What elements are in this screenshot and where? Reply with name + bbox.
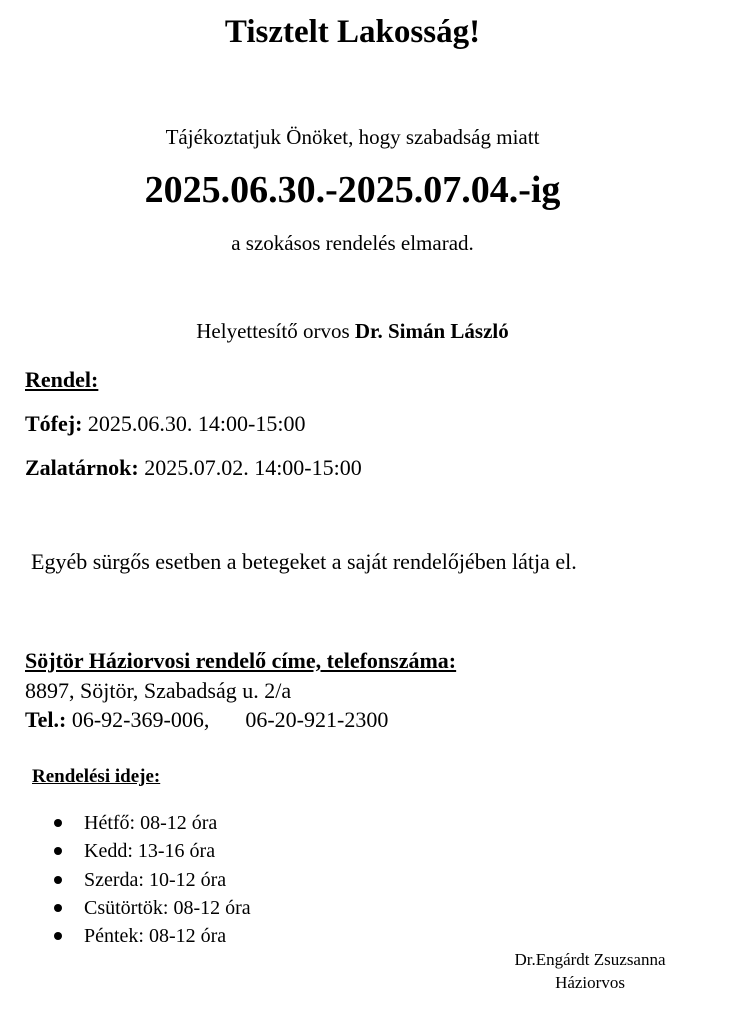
location-place: Zalatárnok: (25, 455, 139, 480)
hours-item-text: Hétfő: 08-12 óra (84, 812, 218, 834)
cancel-text: a szokásos rendelés elmarad. (231, 231, 474, 255)
rendel-heading: Rendel: (25, 367, 99, 392)
office-heading: Söjtör Háziorvosi rendelő címe, telefonszáma: (25, 648, 457, 673)
phone-number-2: 06-20-921-2300 (245, 707, 389, 732)
substitute-name: Dr. Simán László (354, 319, 509, 343)
location-place: Tófej: (25, 411, 83, 436)
signature (470, 948, 710, 994)
office-address: 8897, Söjtör, Szabadság u. 2/a (25, 678, 292, 703)
notice-title: Tisztelt Lakosság! (224, 14, 481, 50)
bullet-icon (54, 847, 62, 855)
hours-item-text: Csütörtök: 08-12 óra (84, 896, 251, 919)
substitute-prefix: Helyettesítő orvos (196, 319, 350, 343)
hours-list (50, 809, 251, 950)
bullet-icon (54, 904, 62, 912)
substitute-doctor (0, 319, 705, 344)
phone-number-1: 06-92-369-006, (71, 707, 210, 732)
list-item (50, 866, 251, 894)
bullet-icon (54, 819, 62, 827)
urgent-note: Egyéb sürgős esetben a betegeket a saját rendelőjében látja el. (31, 549, 577, 574)
list-item (50, 894, 251, 922)
list-item (50, 837, 251, 865)
signature-role: Háziorvos (555, 973, 625, 992)
signature-name: Dr.Engárdt Zsuzsanna (514, 950, 666, 969)
location-time: 2025.07.02. 14:00-15:00 (144, 455, 362, 480)
list-item (50, 809, 251, 837)
location-row (25, 411, 305, 437)
intro-text: Tájékoztatjuk Önöket, hogy szabadság miatt (165, 125, 540, 149)
closure-dates: 2025.06.30.-2025.07.04.-ig (144, 169, 561, 211)
bullet-icon (54, 932, 62, 940)
list-item (50, 922, 251, 950)
hours-item-text: Kedd: 13-16 óra (84, 840, 216, 863)
hours-item-text: Péntek: 08-12 óra (84, 925, 227, 948)
hours-item-text: Szerda: 10-12 óra (84, 868, 227, 891)
location-row (25, 455, 362, 481)
bullet-icon (54, 876, 62, 884)
office-phone (25, 707, 388, 733)
hours-heading: Rendelési ideje: (32, 766, 161, 787)
tel-label: Tel.: (25, 707, 67, 732)
location-time: 2025.06.30. 14:00-15:00 (87, 411, 306, 436)
